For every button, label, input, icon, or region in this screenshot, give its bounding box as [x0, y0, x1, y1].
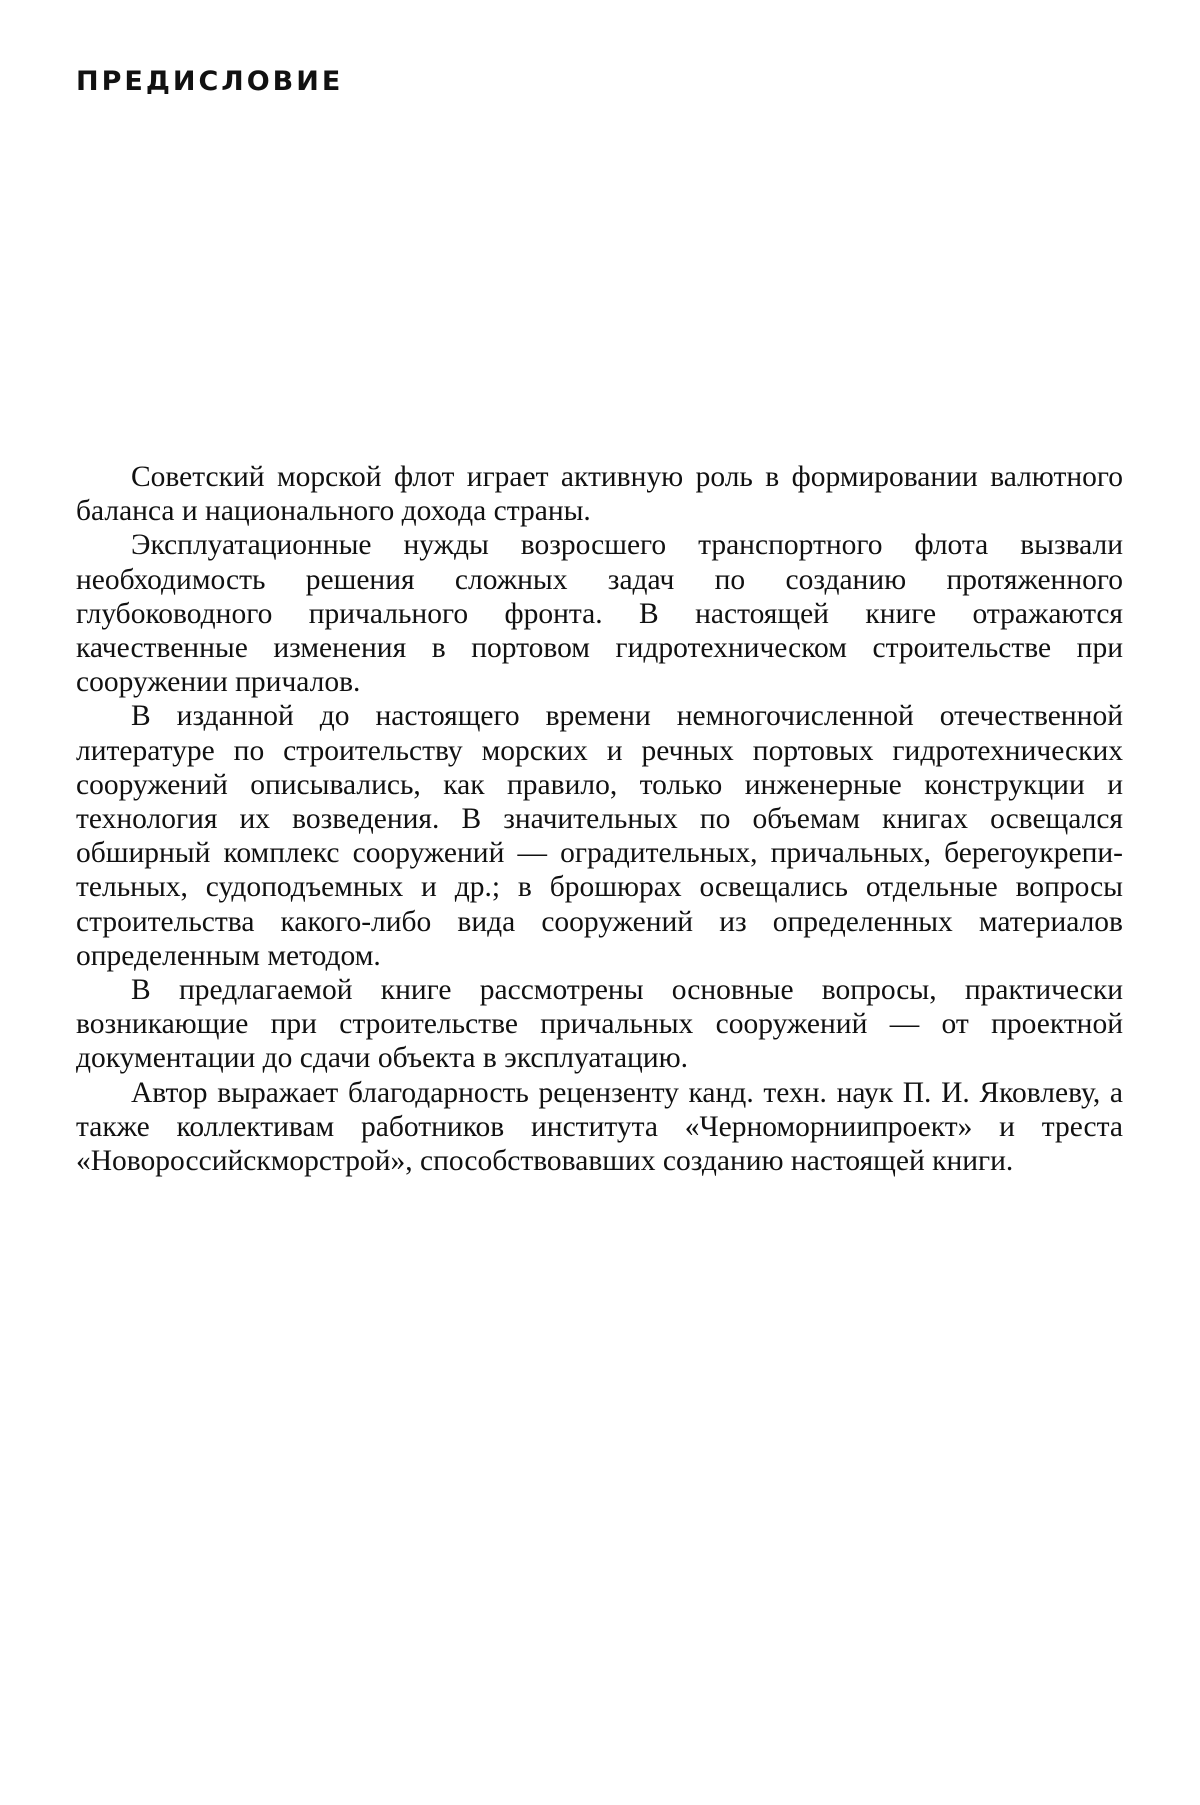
paragraph-3: В изданной до настоящего времени немногочисленной отечественной литературе по строительству морских и речных портовых гидротехнических сооружений описывались, как правило, только инженерные конструкции и технология их возведения. В значительных по объемам книгах освещался обширный комплекс сооружений — оградительных, причальных, берегоукрепительных, судоподъемных и др.; в брошюрах освещались отдельные вопросы строительства какого-либо вида сооружений из определенных материалов определенным методом. — [76, 700, 1123, 972]
paragraph-2: Эксплуатационные нужды возросшего транспортного флота вызвали необходимость решения сложных задач по созданию протяженного глубоководного причального фронта. В настоящей книге отражаются качественные изменения в портовом гидротехническом строительстве при сооружении причалов. — [76, 529, 1123, 699]
paragraph-1: Советский морской флот играет активную роль в формировании валютного баланса и национального дохода страны. — [76, 461, 1123, 528]
paragraph-4: В предлагаемой книге рассмотрены основные вопросы, практически возникающие при строительстве причальных сооружений — от проектной документации до сдачи объекта в эксплуатацию. — [76, 974, 1123, 1075]
paragraph-5: Автор выражает благодарность рецензенту канд. техн. наук П. И. Яковлеву, а также коллективам работников института «Черноморниипроект» и треста «Новороссийскморстрой», способствовавших созданию настоящей книги. — [76, 1076, 1123, 1178]
preface-heading: ПРЕДИСЛОВИЕ — [76, 66, 344, 97]
preface-body — [76, 460, 1123, 1178]
